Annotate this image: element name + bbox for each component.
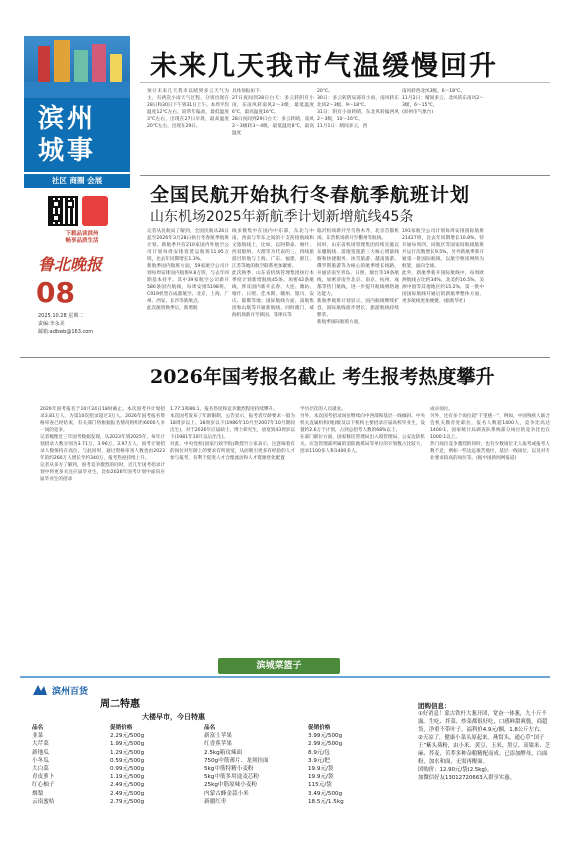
- notice-paragraph: 加微信好友13012720663入群享实惠。: [418, 775, 516, 781]
- table-row: 5kg中筋特精小麦粉 19.9元/袋: [204, 766, 334, 773]
- article3-col3: 学历层次的人员就业。 另外，本次国考招录岗位继续向中西部和基层一线倾斜。中央机关直属机构(地)级及以下机构主要招录应届高校毕业生，设置约2.6万个计划，占到总招考人数的68%以上。 在部门职位方面，国家移民管理局出入境管理局、公安边防机关、应急管理部所属的消防救援局等单位的计划数占比较大，招录1100多人和1400多人。: [300, 407, 425, 454]
- masthead-title-line1: 滨州: [38, 104, 97, 134]
- table-row: 750g中筋薄片、龙须挂面 3.9元/把: [204, 757, 330, 764]
- col-header-price: 促销价格: [308, 725, 331, 731]
- section-tags: 社区 商圈 会展: [24, 174, 130, 188]
- article2-headline: 全国民航开始执行冬春航季航班计划: [150, 184, 471, 206]
- table-row: 青皮萝卜 1.19元/500g: [32, 774, 145, 781]
- table-row: 新地瓜 1.29元/500g: [32, 749, 145, 756]
- article1-headline: 未来几天我市气温缓慢回升: [150, 51, 498, 82]
- email[interactable]: 邮箱:adbwb@163.com: [38, 329, 94, 335]
- masthead-title-line2: 城事: [38, 136, 97, 166]
- table-row: 新富士苹果 3.99元/500g: [204, 733, 343, 740]
- group-buy-notice: [418, 702, 552, 782]
- building-illustration: [24, 36, 130, 98]
- masthead-banner: [24, 36, 130, 172]
- article3-col4: 成卓岗位。 另外，还有多个岗位超“千里挑一”，例如，中国残疾人联合会机关教育处职位，报名人数超1400人，竞争比高达1400:1，国家统计局调查队系统部分岗位的竞争比也在1000:1以上。 热门岗位竞争激烈的同时，也有少数岗位无人报考或报考人数不足，例如一些边远艰苦地区、基层一线岗位，以及对专业要求较高的岗位等。(据中国新闻网报道): [430, 407, 550, 461]
- article2-col3: 临沂机场新开至乌鲁木齐、北京首都机场，东营机场新开至衢州等航线。 同时，山东省机场管理集团持续实施以东疆航线、落地签旅游三大核心增量线路和快捷服务、冰雪旅游、越南旅游、俄罗斯旅游等为核心的航季增长线路，开通济南至青岛、日照、烟台等19条航线，加密济南至北京、南京、杭州、成都等热门航线，进一步提升航线网络通达能力。 新航季航班计划显示，国内航线继续扩容，国际航线稳步增长，旅游航线持续繁荣。 新航季国际航班方面，: [317, 229, 399, 325]
- table-row: 云南蜜桔 2.79元/500g: [32, 798, 145, 805]
- qr-caption-1: 下载品读滨州: [65, 231, 99, 237]
- app-icon: [82, 196, 108, 226]
- notice-paragraph: 团购价：12.90元/袋(2.5kg)。: [418, 767, 493, 773]
- qr-code[interactable]: [48, 196, 78, 226]
- price-table-1: [32, 724, 144, 806]
- ad-title: 周二特惠: [100, 699, 140, 710]
- article2-subhead: 山东机场2025年新航季计划新增航线45条: [150, 209, 414, 225]
- editor: 责编:李永美: [38, 321, 65, 327]
- brand-logo: [32, 682, 48, 696]
- article1-col2: 具体预报如下： 27日夜间到28日白天：多云转阴有小雨，东南风转南风2～3级，最低温度6℃，最高温度16℃。 28日夜间到29日白天：多云转晴，南风2～3级转3～4级，最低温度8℃，最高温度: [232, 89, 314, 136]
- page-number: 08: [36, 276, 75, 309]
- table-row: 25kg中筋原味小麦粉 115元/袋: [204, 782, 332, 789]
- notice-title: 团购信息：: [418, 702, 451, 710]
- notice-paragraph: ①好消息！蒙古铁杆大葱开团，宽奋一体葱，九十斤不露。生吃、拌菜、炒菜都很好吃，口感鲜甜爽脆，商超货，净重不带叶子。福利价4.9元/捆，1.8公斤左右。: [418, 711, 548, 733]
- table-row: 5kg中筋多用途麦芯粉 19.9元/袋: [204, 774, 334, 781]
- table-row: 2.5kg箱玟辣面 8.9元/包: [204, 749, 330, 756]
- qr-caption-2: 畅享品质生活: [65, 238, 99, 244]
- article1-col3: 20℃。 30日：多云转阴局部有小雨，南风转东北风2～3级，9～18℃。 31日：阴有小雨转晴，东北风转偏西风2～3级，10～16℃。 11月1日：晴间多云，西: [317, 89, 399, 129]
- table-row: 大白菜 0.99元/500g: [32, 766, 145, 773]
- paper-name-logo: 鲁北晚报: [38, 255, 103, 274]
- table-row: 小冬瓜 0.59元/500g: [32, 757, 145, 764]
- col-header-name: 品名: [32, 725, 44, 731]
- col-header-name: 品名: [204, 725, 216, 731]
- article3-col1: 2026年国考报名于10月24日18时截止。本次国考共计划招录3.81万人，为第10次招录超过3万人。2026年国考报名资格审查已经结束，有关部门将根据报名情况组织约6000人争一岗的竞争。 记者梳理近三年国考数据发现，从2023年到2025年，每年计划招录人数分别为3.71万、3.96万、3.97万人，国考计划招录人数保持在高位。与此同时，通过资格审查人数也由2023年的约260万人增长至约340万，报考热度持续上升。 记者从多方了解到，国考竞争激烈的同时，近几年国考招录计划中将更多关注应届毕业生，比如2026年国考计划中面向应届毕业生的招录: [40, 407, 165, 482]
- article3-col2: 1.77:1和86:1，报名热度和竞争激烈程度持续攀升。 本次国考发布了年龄限制，公告显示，报考者年龄要求一般为18周岁以上、38周岁以下(1986年10月至2007年10月期间出生)，对于2026年应届硕士、博士研究生，放宽到43周岁以下(1981年10月以后出生)。 对此，中央党校(国家行政学院)教授竹立家表示，这意味着有的岗位对年龄上的要求有所放宽，从而吸引更多有经验的人才参与报考，有利于促进人才合理流动和人才资源优化配置: [170, 407, 295, 461]
- price-table-2: [204, 724, 344, 806]
- article1-col1: 预计未来几天我市以晴到多云天气为主，有两次小雨天气过程，分别出现在28日和30日下午到31日上午。本周平均温度12℃左右，较常年偏高，最低温度3℃左右，出现在27日早晨，最高温度20℃左右，出现在29日。: [147, 89, 229, 129]
- article2-col1: 记者从民航局了解到，全国民航从26日起至2026年3月28日执行冬春航季航班计划。新航季共有210家国内外航空公司计划每周安排客货运航班11.95万班，比去年同期增长1.3%。 新航季国内航班方面，59家航空公司计划每周安排国内航班9.8万班，与去年同期基本持平。其中39家航空公司新开586条国内航线，每周安排5198班。C919机型在成都航空、北京、上海、广州、西安、长沙等新航点。 此次航班换季后，新增航: [147, 229, 229, 311]
- ad-slogan: 大楼早市，今日特惠: [142, 713, 205, 721]
- brand-name: 滨州百货: [52, 687, 89, 697]
- issue-date: 2025.10.28 星期二: [38, 313, 84, 319]
- col-header-price: 促销价格: [110, 725, 133, 731]
- notice-paragraph: ②天凉了，健康小菜头原起来。燕窝头、通心草“国子王”紫头葵粉，由小米、黄豆、玉米、黑豆、高粱米、芝麻、荞麦、苦荞多种杂粮精配而成。已添加酵母，白面粉，加水和面，无需再醒面。: [418, 735, 551, 765]
- table-row: 烟梨 2.49元/500g: [32, 790, 145, 797]
- table-row: 新疆红枣 18.5元/1.5kg: [204, 798, 344, 805]
- article2-col2: 线多数集中在国内中东部，东北与中南、西南与华东之间的干支衔接航线和文旅航线上，比如，以阿勒泰、喀什、西双版纳、大理等为代表的三、四线旅游目的地与上海、广东、福建、浙江、江苏等地的航空联系更加紧密。 此次换季，山东省机场管理集团执行本季度计划新增航线45条。加密42条航线，涉及国内新开长春、大连、潍坊、喀什、日照、佳木斯、赣州、银川、安庆、邯郸等地；国际航线方面，南航集团和山航等开通新航线，同时澳门、威海机场新开至韩国、菲律宾等: [232, 229, 314, 318]
- ad-tag: [218, 658, 340, 674]
- table-row: 红心柚子 2.49元/500g: [32, 782, 145, 789]
- article1-col4: 南风转西北风3级，6～18℃。 11月2日：晴间多云，北风转东南风2～3级，6～15℃。 (滨州市气象台): [402, 89, 484, 115]
- table-row: 内蒙古蜂金蒜小米 3.49元/500g: [204, 790, 343, 797]
- table-row: 韭菜 2.29元/500g: [32, 733, 145, 740]
- table-row: 大芹菜 1.99元/500g: [32, 741, 145, 748]
- ad-tag-label: 滨城菜篮子: [256, 661, 302, 671]
- article3-headline: 2026年国考报名截止 考生报考热度攀升: [150, 366, 495, 388]
- article2-col4: 191家航空公司计划每周安排国际航班21427班，比去年同期增长10.8%。特开通每周四、同航区等国家间航线航班共运行次数增长9.5%。另外新航季新开通第一批国际航线，以航空枢纽网络为框架，面向全球。 此外，新航季新开国际航线中，每周欧洲航线占比约34%，北美约16.5%，美洲中国等其他地区约15.2%，第一批中国国际航线开通后的新航季整体方面，更多航线更加便捷。(据新华社): [402, 229, 484, 304]
- table-row: 红香蕉苹果 2.99元/500g: [204, 741, 343, 748]
